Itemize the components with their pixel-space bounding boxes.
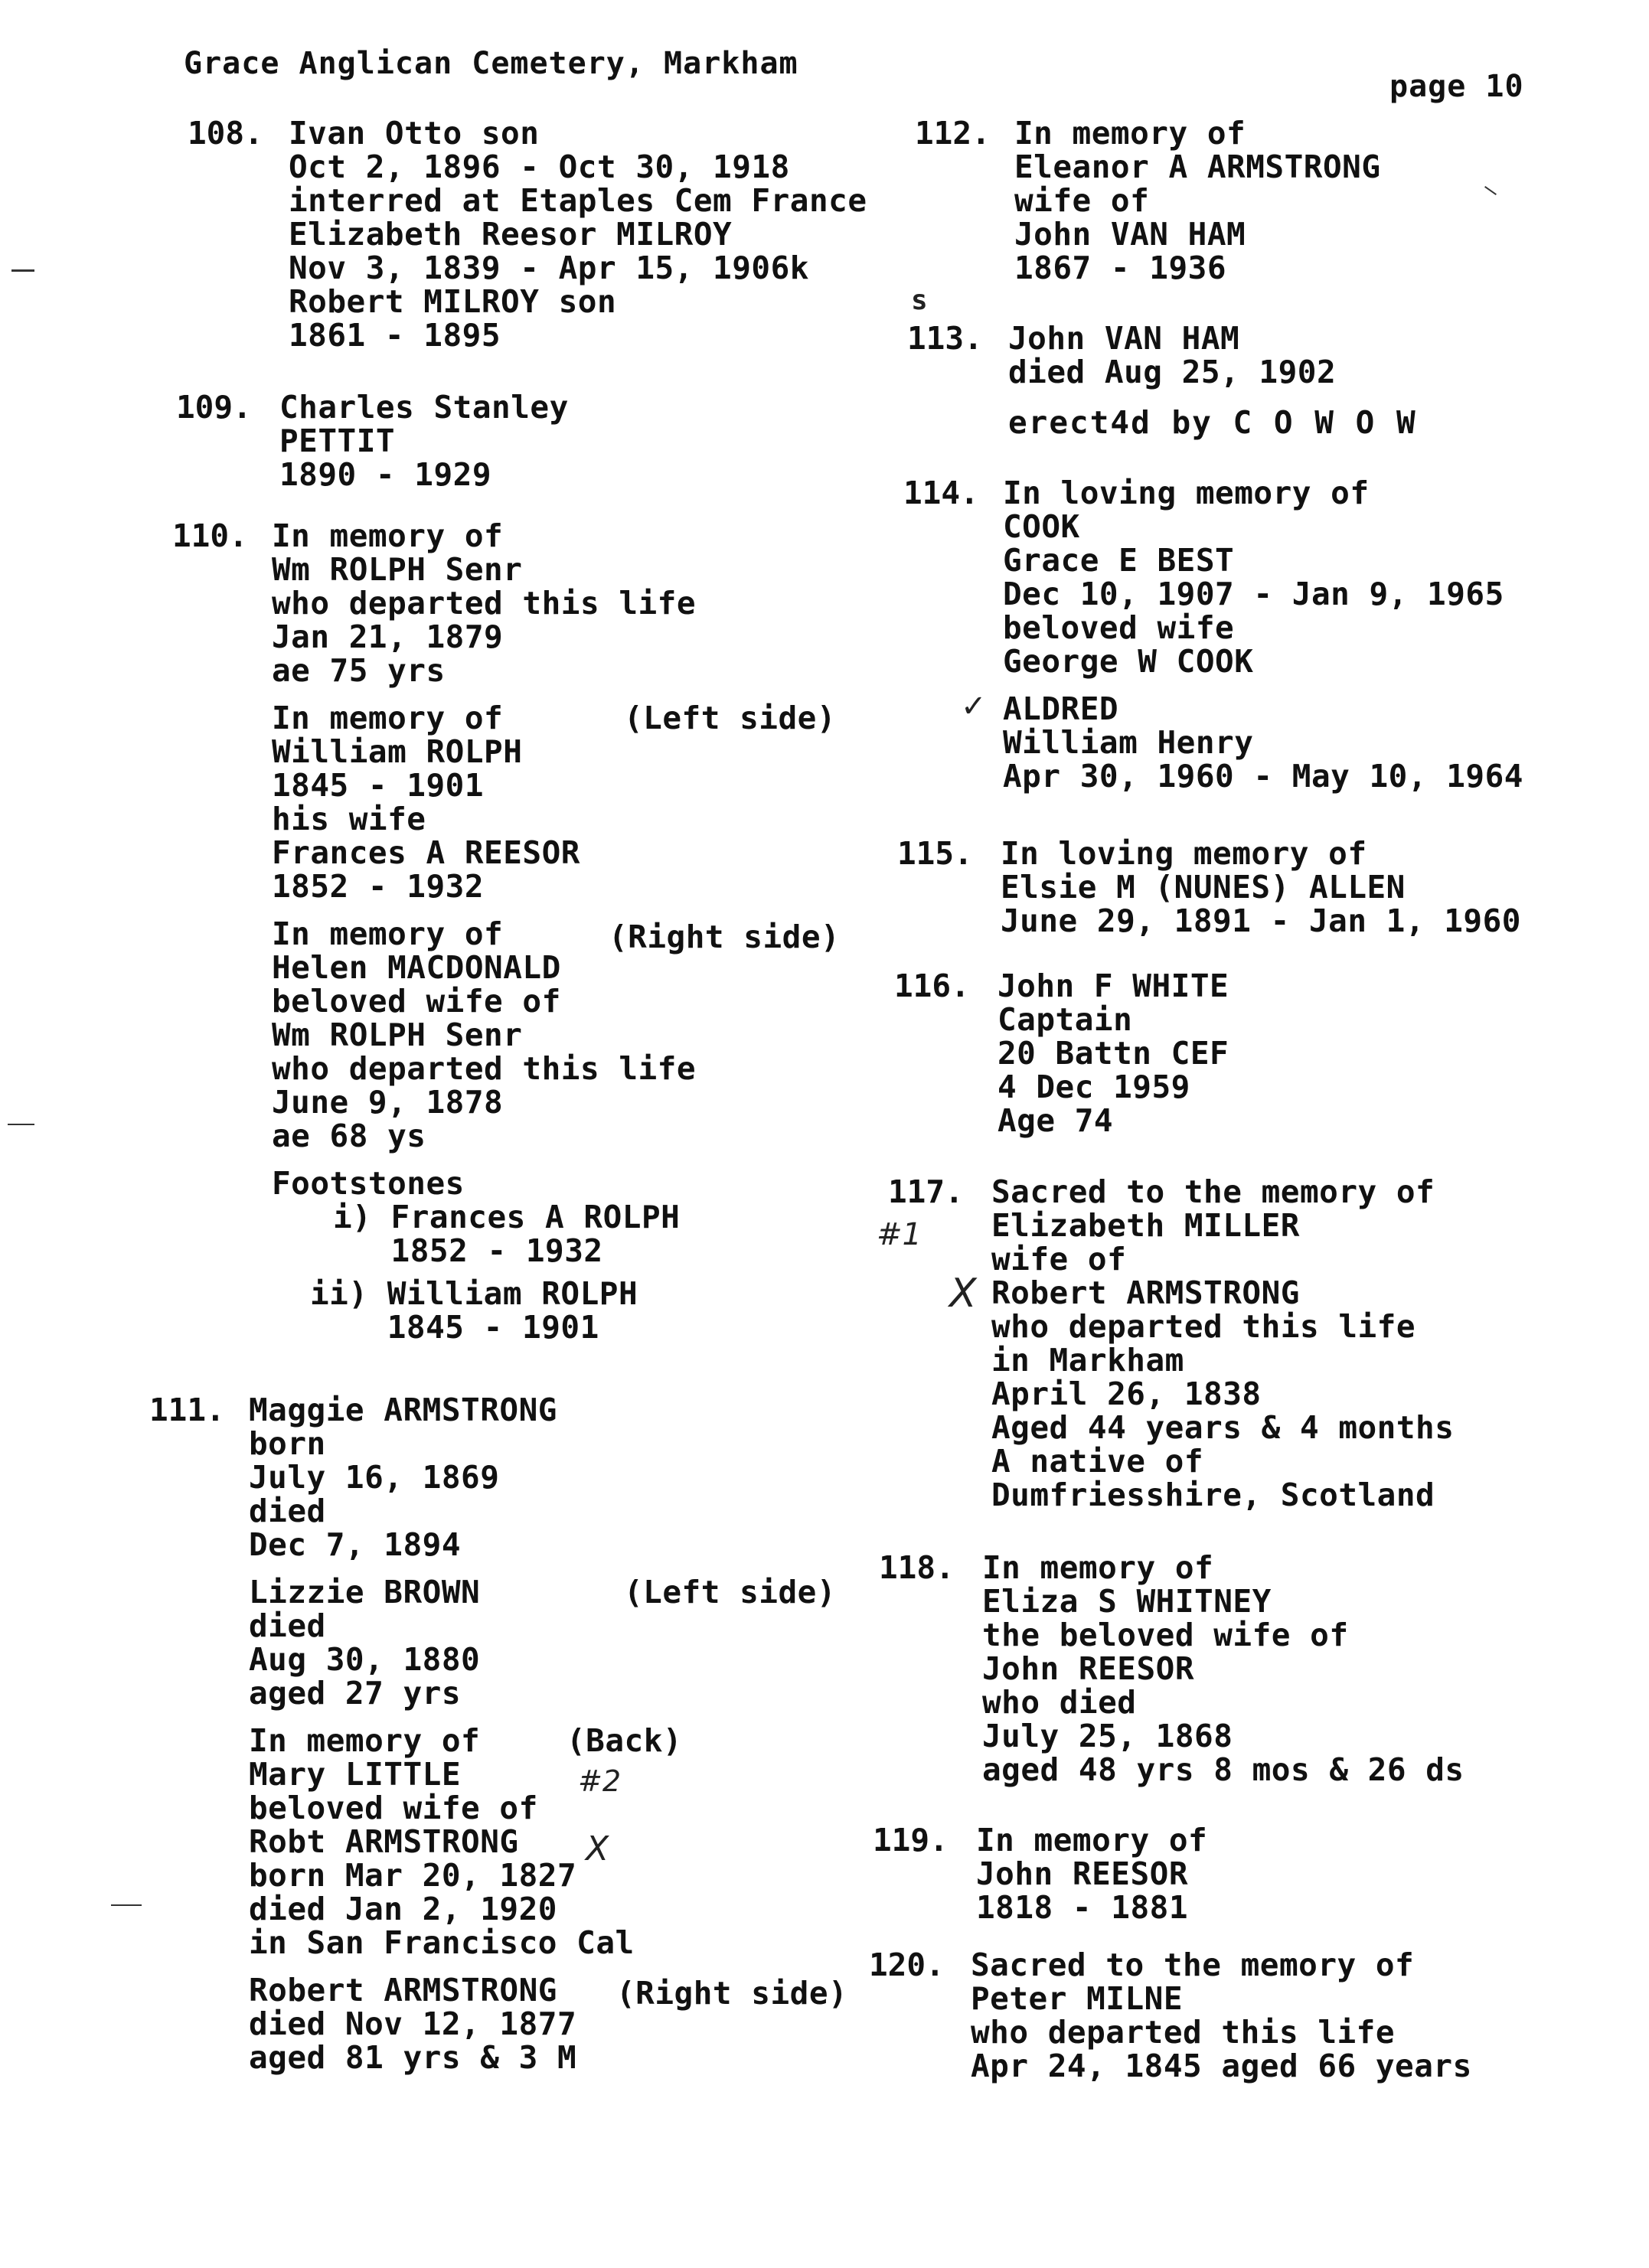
text-line: Elsie M (NUNES) ALLEN <box>1001 869 1406 906</box>
text-line: 1852 - 1932 <box>272 868 485 905</box>
text-line: John REESOR <box>976 1855 1189 1892</box>
inscription-back <box>249 1722 683 1961</box>
text-line: June 29, 1891 - Jan 1, 1960 <box>1001 902 1521 939</box>
entry-number: 109. <box>176 389 252 426</box>
text-line: April 26, 1838 <box>991 1375 1262 1412</box>
entry-118 <box>879 1551 1465 1787</box>
margin-mark <box>11 269 34 272</box>
text-line: Ivan Otto son <box>289 115 540 152</box>
text-line: Elizabeth Reesor MILROY <box>289 216 733 253</box>
entry-number: 114. <box>903 475 979 511</box>
entry-text <box>1001 837 1521 938</box>
text-line: Elizabeth MILLER <box>991 1207 1300 1244</box>
page-number: page 10 <box>1389 69 1524 104</box>
text-line: Charles Stanley <box>279 389 569 426</box>
inscription-front <box>249 1393 635 1561</box>
side-label: (Right side) <box>609 919 841 955</box>
text-line: In memory of <box>976 1822 1208 1858</box>
text-line: John REESOR <box>982 1650 1195 1687</box>
margin-mark <box>8 1124 34 1125</box>
entry-115 <box>897 837 1521 938</box>
inscription-aldred <box>1003 692 1523 793</box>
text-line: who departed this life <box>991 1308 1416 1345</box>
text-line: 4 Dec 1959 <box>998 1069 1190 1105</box>
entry-number: 113. <box>907 320 983 357</box>
text-line: July 25, 1868 <box>982 1718 1233 1754</box>
text-line: who departed this life <box>272 585 697 622</box>
text-line: Aug 30, 1880 <box>249 1641 481 1678</box>
text-line: Eleanor A ARMSTRONG <box>1014 148 1381 185</box>
entry-number: 116. <box>894 968 970 1004</box>
text-line: in Markham <box>991 1342 1184 1379</box>
text-line: In memory of <box>272 700 504 736</box>
text-line: died <box>249 1607 326 1644</box>
entry-number: 120. <box>869 1947 945 1983</box>
entry-116 <box>894 969 1229 1137</box>
text-line: Apr 24, 1845 aged 66 years <box>971 2048 1472 2084</box>
text-line: PETTIT <box>279 423 396 459</box>
inscription-right-side <box>249 1972 848 2076</box>
inscription-cook <box>1003 476 1523 678</box>
text-line: John VAN HAM <box>1008 320 1240 357</box>
text-line: John F WHITE <box>998 968 1229 1004</box>
text-line: 1845 - 1901 <box>272 767 485 804</box>
text-line: In loving memory of <box>1003 475 1370 511</box>
handwritten-x-mark: X <box>586 1829 609 1868</box>
text-line: In memory of <box>272 915 504 952</box>
text-line: born <box>249 1425 326 1462</box>
margin-mark <box>111 1904 142 1906</box>
text-line: In memory of <box>982 1549 1214 1586</box>
text-line: 1818 - 1881 <box>976 1889 1189 1926</box>
inscription-front <box>272 519 696 687</box>
entry-text <box>976 1823 1207 1924</box>
text-line: ae 75 yrs <box>272 652 446 689</box>
text-line: i) Frances A ROLPH <box>333 1199 681 1235</box>
text-line: Robert MILROY son <box>289 283 617 320</box>
text-line: William ROLPH <box>272 733 523 770</box>
entry-number: 108. <box>188 115 263 152</box>
text-line: Dec 10, 1907 - Jan 9, 1965 <box>1003 576 1504 612</box>
text-line: Maggie ARMSTRONG <box>249 1392 557 1428</box>
text-line: his wife <box>272 801 426 837</box>
text-line: Mary LITTLE <box>249 1756 462 1793</box>
text-line: Sacred to the memory of <box>991 1173 1435 1210</box>
entry-119 <box>873 1823 1207 1924</box>
text-line: who departed this life <box>971 2014 1396 2051</box>
inscription-left-side <box>272 700 837 905</box>
text-line: Sacred to the memory of <box>971 1947 1415 1983</box>
side-label: (Left side) <box>624 700 837 736</box>
inscription-left-side <box>249 1574 837 1712</box>
text-line: the beloved wife of <box>982 1617 1349 1653</box>
text-line: 1890 - 1929 <box>279 456 492 493</box>
entry-number: 119. <box>873 1822 949 1858</box>
entry-109 <box>176 390 569 491</box>
text-line: Apr 30, 1960 - May 10, 1964 <box>1003 758 1523 795</box>
side-label: (Back) <box>567 1722 683 1759</box>
text-line: ALDRED <box>1003 690 1119 727</box>
text-line: Robt ARMSTRONG <box>249 1823 519 1860</box>
entry-text <box>279 390 569 491</box>
text-line: 1867 - 1936 <box>1014 250 1227 286</box>
text-line: who died <box>982 1684 1137 1721</box>
text-line: aged 48 yrs 8 mos & 26 ds <box>982 1751 1465 1788</box>
entry-111 <box>149 1392 848 2076</box>
text-line: born Mar 20, 1827 <box>249 1857 577 1894</box>
text-line: William Henry <box>1003 724 1254 761</box>
text-line: In memory of <box>272 517 504 554</box>
side-label: (Right side) <box>616 1975 848 2012</box>
erected-by: erect4d by C O W O W <box>1008 404 1417 441</box>
text-line: July 16, 1869 <box>249 1459 500 1496</box>
handwritten-check-mark: ✓ <box>961 689 987 724</box>
text-line: 1861 - 1895 <box>289 317 501 354</box>
text-line: Wm ROLPH Senr <box>272 551 523 588</box>
text-line: June 9, 1878 <box>272 1084 504 1121</box>
entry-120 <box>869 1948 1472 2083</box>
text-line: A native of <box>991 1443 1204 1480</box>
text-line: Dumfriesshire, Scotland <box>991 1477 1435 1513</box>
text-line: Grace E BEST <box>1003 542 1235 579</box>
footstone-1 <box>272 1200 696 1268</box>
text-line: Captain <box>998 1001 1133 1038</box>
text-line: ae 68 ys <box>272 1118 426 1154</box>
text-line: Jan 21, 1879 <box>272 618 504 655</box>
entry-112 <box>915 116 1381 285</box>
entry-117 <box>888 1175 1454 1512</box>
footstones <box>272 1167 696 1344</box>
handwritten-number-1: #1 <box>877 1217 922 1252</box>
text-line: died <box>249 1493 326 1529</box>
text-line: Robert ARMSTRONG <box>249 1972 557 2009</box>
text-line: Wm ROLPH Senr <box>272 1017 523 1053</box>
text-line: Dec 7, 1894 <box>249 1526 462 1563</box>
text-line: Lizzie BROWN <box>249 1574 481 1610</box>
entry-text <box>289 116 867 352</box>
cemetery-title: Grace Anglican Cemetery, Markham <box>184 46 798 81</box>
text-line: In loving memory of <box>1001 835 1367 872</box>
text-line: Frances A REESOR <box>272 834 580 871</box>
text-line: Robert ARMSTRONG <box>991 1274 1300 1311</box>
handwritten-x-mark: X <box>949 1271 977 1317</box>
entry-110 <box>172 517 841 1346</box>
stray-letter: s <box>911 285 928 316</box>
entry-number: 115. <box>897 835 973 872</box>
text-line: Peter MILNE <box>971 1980 1184 2017</box>
text-line: aged 81 yrs & 3 M <box>249 2039 577 2076</box>
text-line: Helen MACDONALD <box>272 949 561 986</box>
text-line: Aged 44 years & 4 months <box>991 1409 1455 1446</box>
entry-number: 111. <box>149 1392 225 1428</box>
text-line: beloved wife of <box>249 1790 538 1826</box>
text-line: Nov 3, 1839 - Apr 15, 1906k <box>289 250 809 286</box>
entry-number: 110. <box>172 517 248 554</box>
inscription-right-side <box>272 915 841 1154</box>
entry-number: 117. <box>888 1173 964 1210</box>
text-line: died Nov 12, 1877 <box>249 2005 577 2042</box>
text-line: 1852 - 1932 <box>333 1232 603 1269</box>
text-line: aged 27 yrs <box>249 1675 462 1712</box>
text-line: who departed this life <box>272 1050 697 1087</box>
entry-text <box>982 1551 1465 1787</box>
text-line: ii) William ROLPH <box>310 1275 638 1312</box>
entry-114 <box>903 476 1523 793</box>
text-line: died Aug 25, 1902 <box>1008 354 1337 390</box>
text-line: 1845 - 1901 <box>310 1309 599 1346</box>
handwritten-number-2: #2 <box>578 1764 622 1798</box>
text-line: died Jan 2, 1920 <box>249 1891 557 1927</box>
entry-text <box>1008 321 1417 389</box>
text-line: Age 74 <box>998 1102 1114 1139</box>
entry-text <box>971 1948 1472 2083</box>
text-line: beloved wife <box>1003 609 1235 646</box>
entry-108 <box>188 116 867 352</box>
side-label: (Left side) <box>624 1574 837 1610</box>
footstones-label: Footstones <box>272 1165 465 1202</box>
text-line: COOK <box>1003 508 1080 545</box>
text-line: Oct 2, 1896 - Oct 30, 1918 <box>289 148 790 185</box>
text-line: in San Francisco Cal <box>249 1924 635 1961</box>
text-line: 20 Battn CEF <box>998 1035 1229 1072</box>
text-line: In memory of <box>249 1722 481 1759</box>
text-line: Eliza S WHITNEY <box>982 1583 1272 1620</box>
entry-number: 112. <box>915 115 991 152</box>
text-line: beloved wife of <box>272 983 561 1020</box>
text-line: In memory of <box>1014 115 1246 152</box>
entry-text <box>1014 116 1381 285</box>
text-line: interred at Etaples Cem France <box>289 182 867 219</box>
entry-text <box>991 1175 1454 1512</box>
text-line: wife of <box>1014 182 1150 219</box>
margin-mark <box>1484 186 1497 195</box>
text-line: John VAN HAM <box>1014 216 1246 253</box>
text-line: wife of <box>991 1241 1127 1278</box>
text-line: George W COOK <box>1003 643 1254 680</box>
entry-number: 118. <box>879 1549 955 1586</box>
entry-113 <box>907 321 1417 439</box>
entry-text <box>998 969 1229 1137</box>
footstone-2 <box>272 1277 696 1344</box>
